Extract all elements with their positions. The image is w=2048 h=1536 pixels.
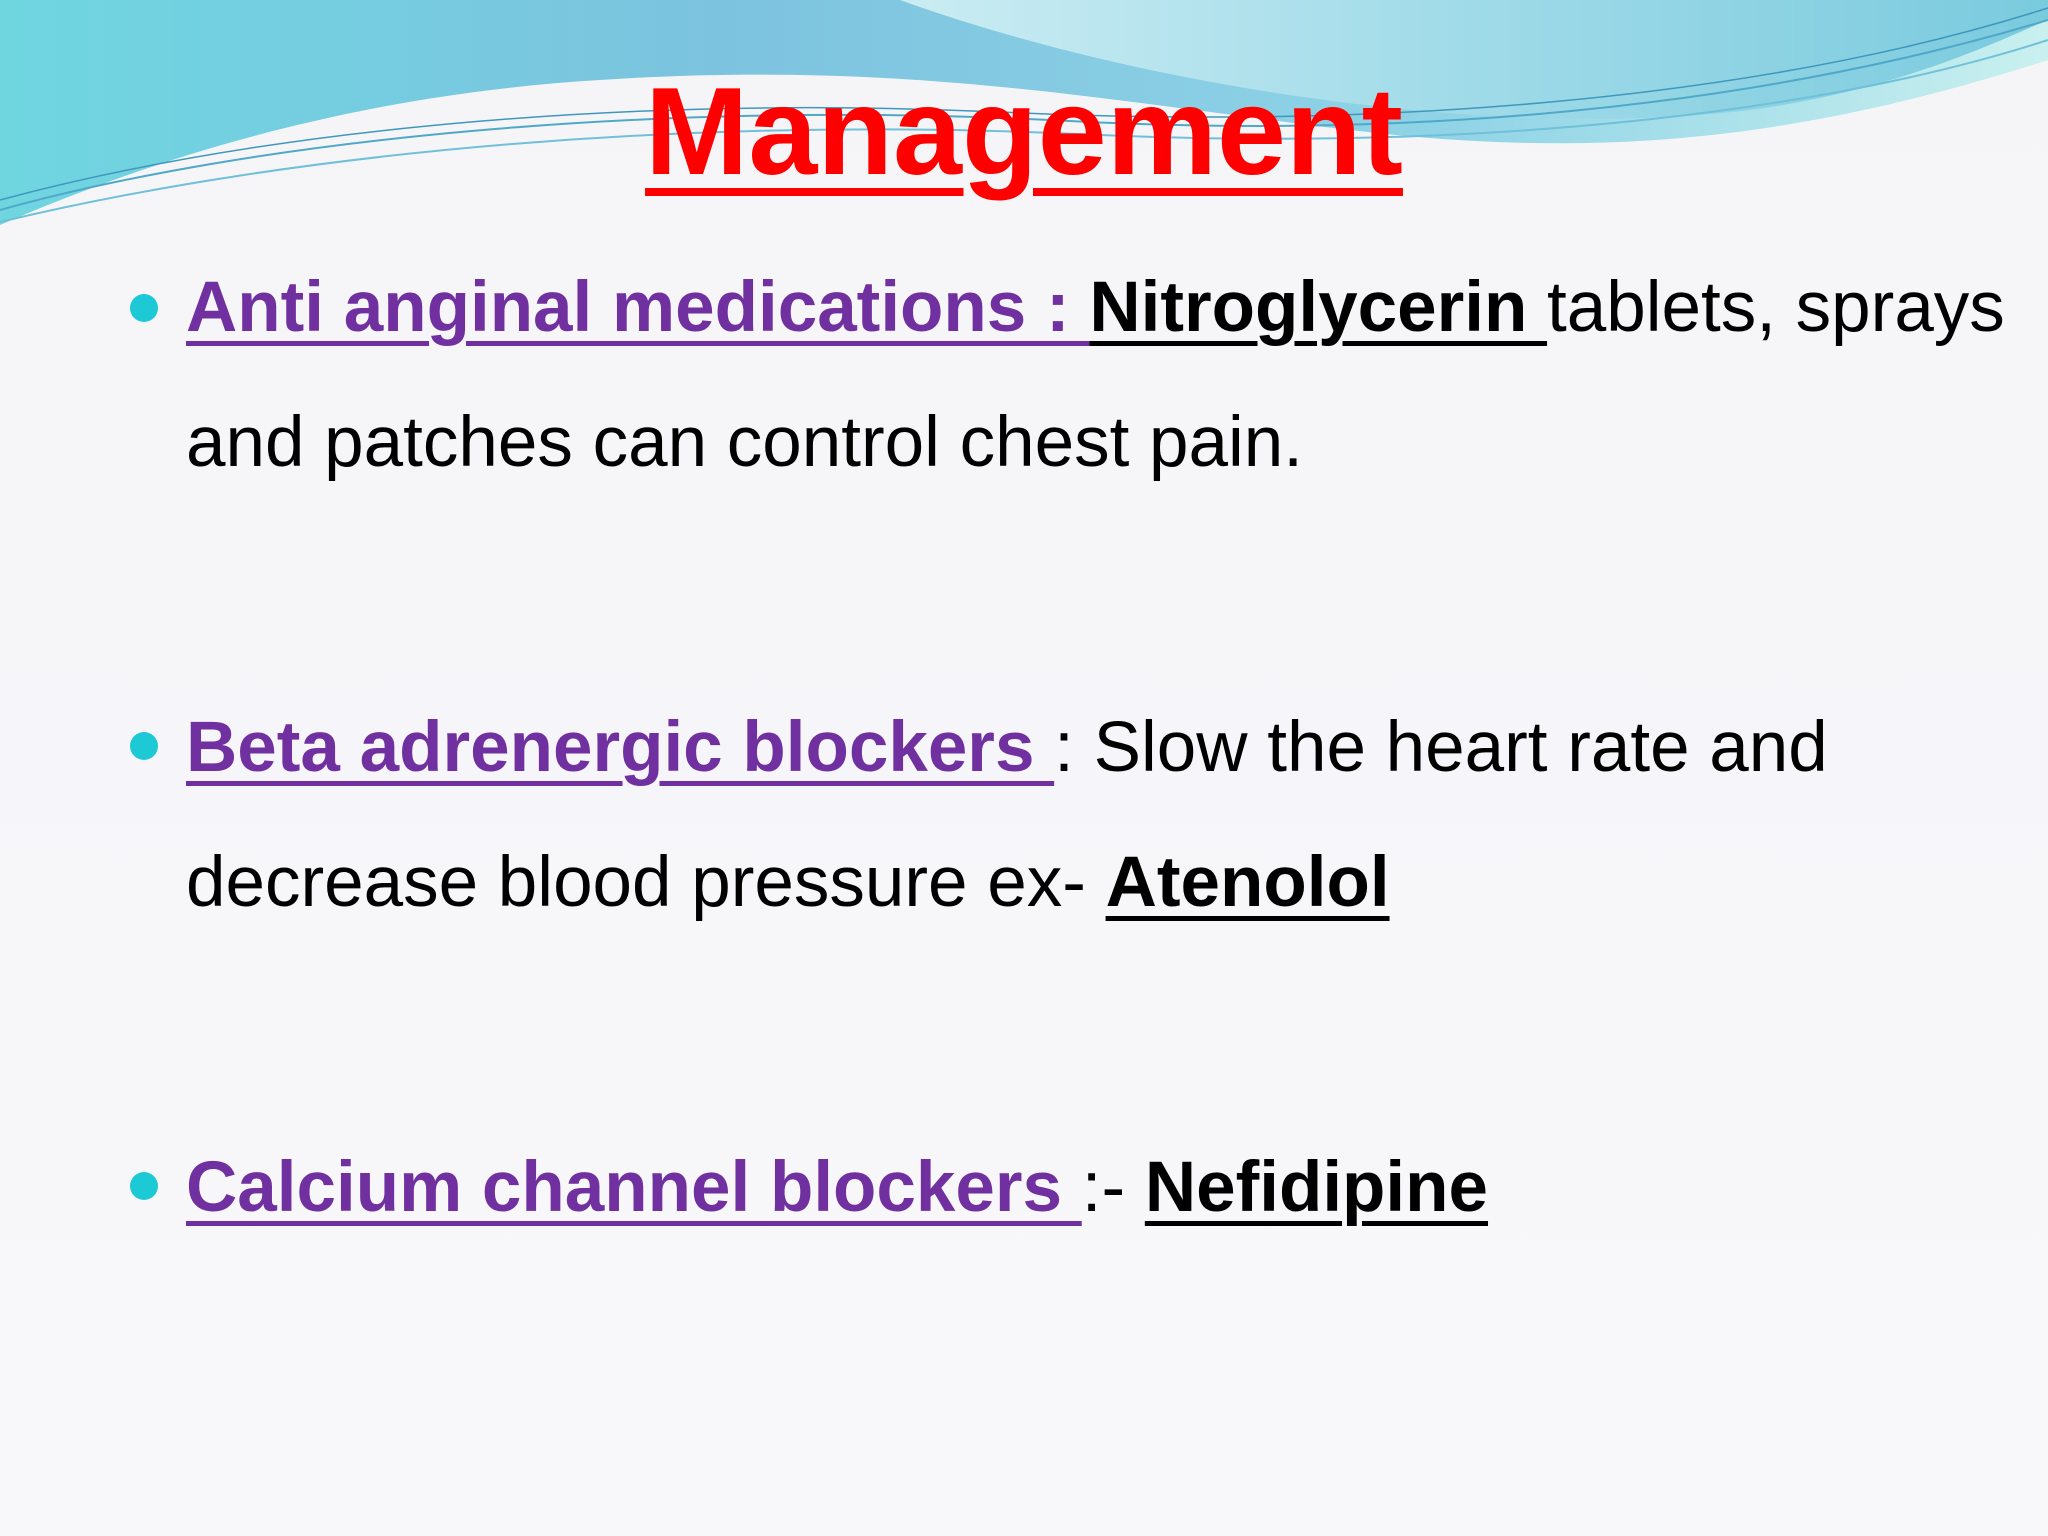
bullet-text: tablets, sprays and patches can control chest pain. [186,268,2005,482]
bullet-term: Anti anginal medications : [186,268,1090,347]
bullet-dot-icon [130,732,158,760]
bullet-term: Beta adrenergic blockers [186,708,1055,787]
bullet-dot-icon [130,1172,158,1200]
bullet-calcium-channel-blockers [186,1120,2006,1255]
bullet-text: :- [1081,1148,1145,1227]
bullet-text: : Slow the heart rate and decrease blood pressure ex- [186,708,1828,922]
bullet-term: Calcium channel blockers [186,1148,1082,1227]
bullet-beta-blockers [186,680,2006,950]
slide-title: Management [645,63,1403,201]
bullet-drug: Atenolol [1105,843,1390,922]
bullet-drug: Nefidipine [1144,1148,1489,1227]
bullet-dot-icon [130,294,158,322]
bullet-anti-anginal [186,240,2006,510]
bullet-drug: Nitroglycerin [1089,268,1548,347]
